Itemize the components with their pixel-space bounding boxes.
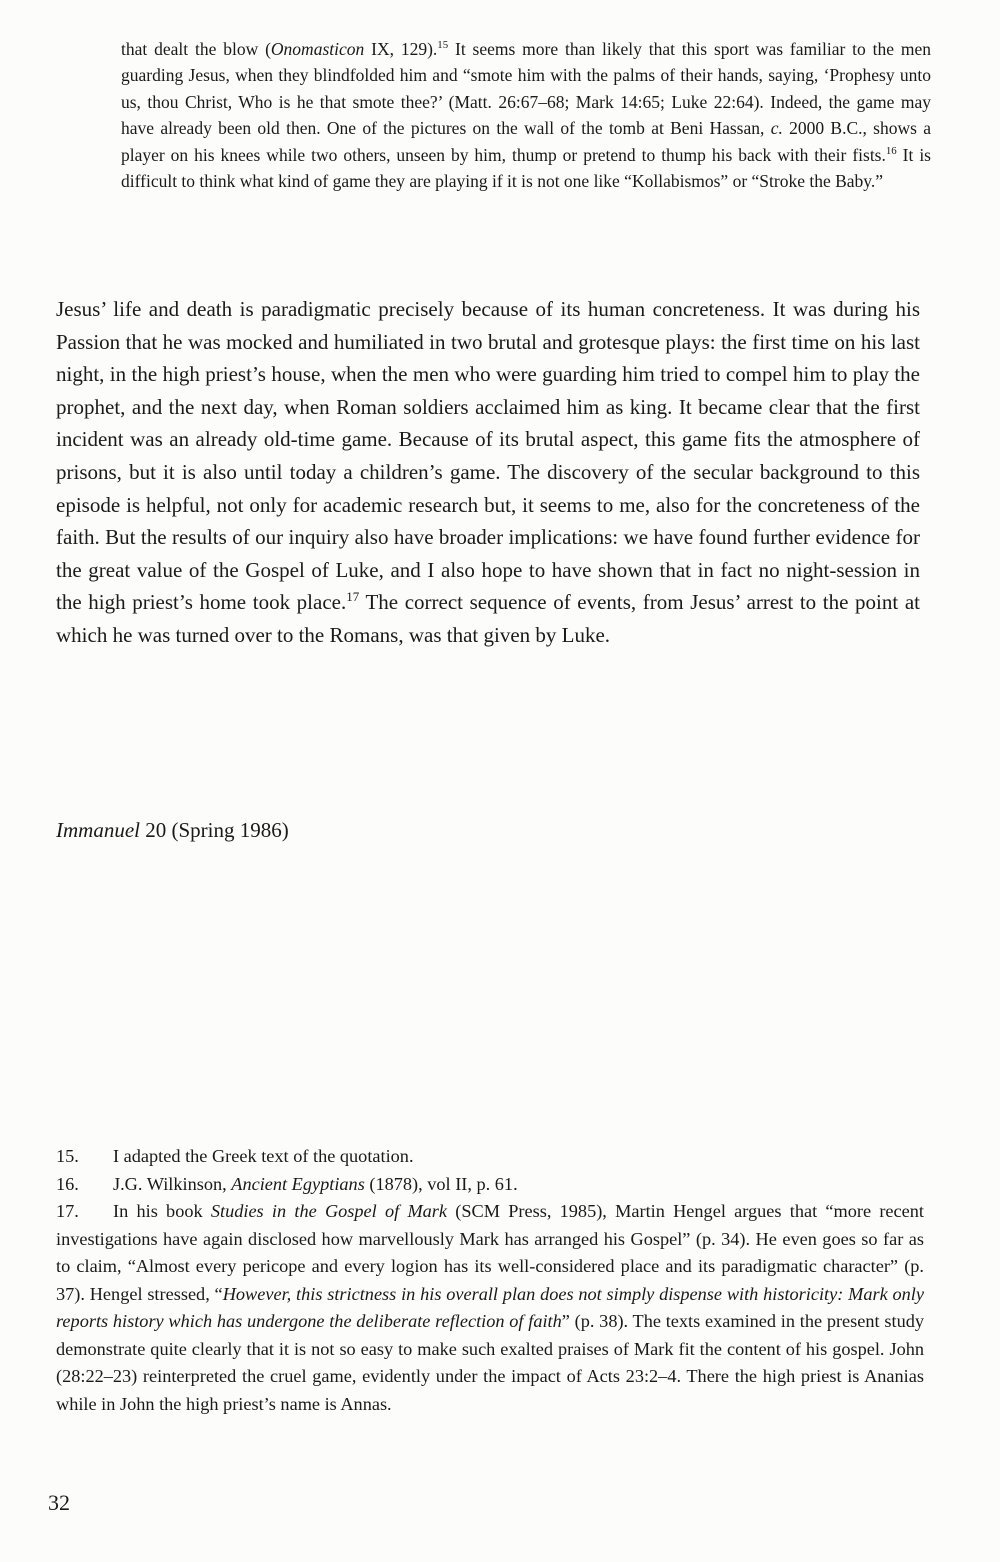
footnote-text-segment: J.G. Wilkinson, [113,1173,232,1194]
journal-issue-date: 20 (Spring 1986) [139,818,289,842]
hengel-quotation-italic: However, this strictness in his overall plan does not simply dispense with historicity: Mark only reports history which has undergone the deliberate reflection of faith [56,1283,924,1331]
quote-text-segment: It seems more than likely that this sport was familiar to the men guarding Jesus, when they blindfolded him and “smote him with the palms of their hands, saying, ‘Prophesy unto us, thou Christ, Who is he that smote thee?’ (Matt. 26:67–68; Mark 14:65; Luke 22:64). Indeed, the game may have already been old then. One of the pictures on the wall of the tomb at Beni Hassan, [121,39,931,139]
main-text-segment: The correct sequence of events, from Jesus’ arrest to the point at which he was turned over to the Romans, was that given by Luke. [56,590,920,647]
page-number: 32 [48,1490,70,1515]
footnotes-section [56,1143,924,1418]
footnote-text-segment: I adapted the Greek text of the quotation. [113,1146,414,1166]
journal-title: Immanuel [56,818,140,842]
footnote-text-segment: (1878), vol II, p. 61. [364,1173,518,1194]
block-quote [121,36,931,194]
footnote-text-segment: (SCM Press, 1985), Martin Hengel argues that “more recent investigations have again disclosed how marvellously Mark has arranged his Gospel” (p. 34). He even goes so far as to claim, “Almost every pericope and every logion has its well-considered place and its paradigmatic character” (p. 37). Hengel stressed, “ [56,1201,924,1304]
footnote-16 [56,1171,924,1199]
book-title-studies-gospel-mark: Studies in the Gospel of Mark [210,1201,448,1221]
footnote-number: 15. [56,1146,79,1166]
journal-citation [56,818,289,843]
footnote-marker-16: 16 [885,144,897,157]
footnote-marker-17: 17 [346,589,360,605]
quote-text-segment: 2000 B.C., shows a player on his knees while two others, unseen by him, thump or pretend to thump his back with their fists. [121,118,931,165]
book-title-onomasticon: Onomasticon [270,39,365,59]
main-text-segment: Jesus’ life and death is paradigmatic precisely because of its human concreteness. It was during his Passion that he was mocked and humiliated in two brutal and grotesque plays: the first time on his last night, in the high priest’s house, when the men who were guarding him tried to compel him to play the prophet, and the next day, when Roman soldiers acclaimed him as king. It became clear that the first incident was an already old-time game. Because of its brutal aspect, this game fits the atmosphere of prisons, but it is also until today a children’s game. The discovery of the secular background to this episode is helpful, not only for academic research but, it seems to me, also for the concreteness of the faith. But the results of our inquiry also have broader implications: we have found further evidence for the great value of the Gospel of Luke, and I also hope to have shown that in fact no night-session in the high priest’s home took place. [56,297,920,615]
circa-abbreviation: c. [770,118,783,139]
footnote-15 [56,1143,924,1171]
footnote-number: 17. [56,1201,79,1221]
footnote-17 [56,1198,924,1418]
book-title-ancient-egyptians: Ancient Egyptians [231,1173,365,1194]
quote-text-segment: that dealt the blow ( [121,39,271,59]
quote-text-segment: IX, 129). [364,39,438,59]
footnote-number: 16. [56,1173,79,1194]
footnote-text-segment: In his book [113,1201,211,1221]
main-paragraph [56,293,920,652]
quote-text-segment: It is difficult to think what kind of game they are playing if it is not one like “Kollabismos” or “Stroke the Baby.” [121,144,931,192]
footnote-marker-15: 15 [437,39,449,52]
footnote-text-segment: ” (p. 38). The texts examined in the present study demonstrate quite clearly that it is not so easy to make such exalted praises of Mark fit the content of his gospel. John (28:22–23) reinterpreted the cruel game, evidently under the impact of Acts 23:2–4. There the high priest is Ananias while in John the high priest’s name is Annas. [56,1311,924,1414]
